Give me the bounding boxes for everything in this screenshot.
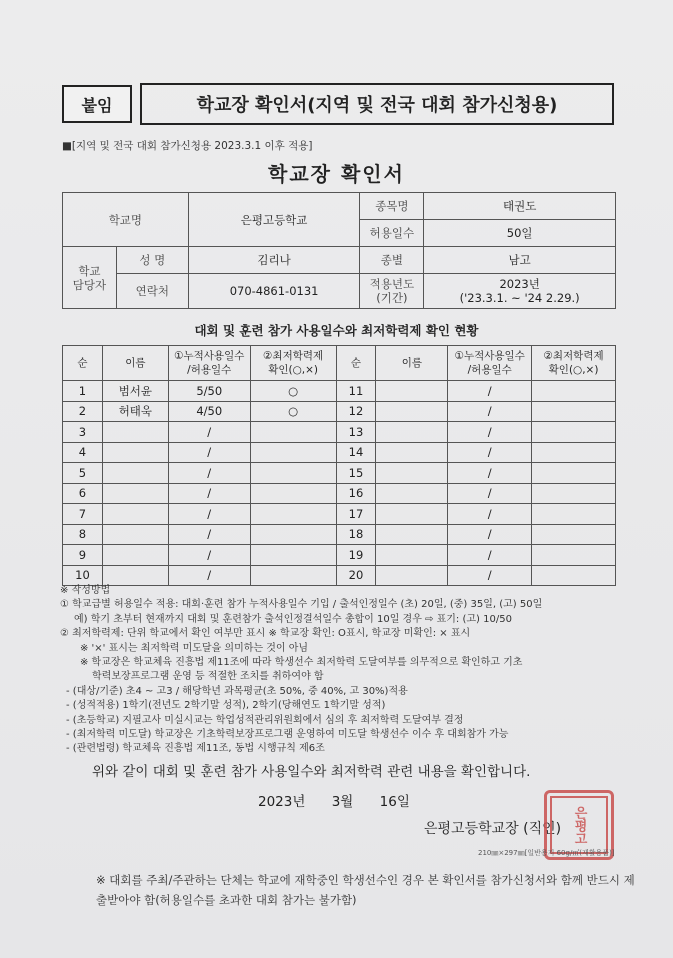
sport-value: 태권도 <box>424 193 616 220</box>
table-cell-n: 4 <box>63 442 103 463</box>
bottom-note: ※ 대회를 주최/주관하는 단체는 학교에 재학중인 학생선수인 경우 본 확인서를 참가신청서와 함께 반드시 제출받아야 함(허용일수를 초과한 대회 참가는 불가함) <box>96 873 635 907</box>
table-cell-name <box>376 565 448 586</box>
principal-signature: 은평고등학교장 (직인) <box>424 821 562 837</box>
status-table <box>62 345 616 586</box>
table-cell-name <box>376 401 448 422</box>
table-cell-chk <box>250 504 336 525</box>
note-line: - (대상/기준) 초4 ~ 고3 / 해당학년 과목평균(초 50%, 중 40%, 고 30%)적용 <box>66 685 408 697</box>
confirmation-text: 위와 같이 대회 및 훈련 참가 사용일수와 최저학력 관련 내용을 확인합니다. <box>92 764 531 780</box>
note-line: - (초등학교) 지필고사 미실시교는 학업성적관리위원회에서 심의 후 최저학력 도달여부 결정 <box>66 714 464 726</box>
note-line: 학력보장프로그램 운영 등 적절한 조치를 취하여야 함 <box>92 671 324 683</box>
table-cell-name <box>376 504 448 525</box>
table-cell-chk <box>532 463 616 484</box>
table-cell-days: / <box>448 381 532 402</box>
table-header-row <box>63 346 616 381</box>
table-row <box>63 381 616 402</box>
gender-value: 남고 <box>424 247 616 274</box>
table-row <box>63 422 616 443</box>
table-row <box>63 565 616 586</box>
table-cell-days: / <box>448 442 532 463</box>
header-cell: ②최저학력제 확인(○,×) <box>250 346 336 381</box>
table-cell-days: / <box>448 504 532 525</box>
table-cell-chk: ○ <box>250 381 336 402</box>
table-body <box>63 381 616 586</box>
school-label: 학교명 <box>63 193 189 247</box>
table-cell-name <box>376 545 448 566</box>
table-row <box>63 483 616 504</box>
table-cell-name <box>376 422 448 443</box>
school-value: 은평고등학교 <box>188 193 360 247</box>
table-cell-days: / <box>168 442 250 463</box>
table-cell-name <box>102 524 168 545</box>
table-cell-n: 18 <box>336 524 376 545</box>
writing-instructions <box>60 584 620 757</box>
info-table <box>62 192 616 309</box>
header-cell: 이름 <box>102 346 168 381</box>
days-label: 허용일수 <box>360 220 424 247</box>
sport-label: 종목명 <box>360 193 424 220</box>
table-cell-chk <box>532 442 616 463</box>
note-line: ② 최저학력제: 단위 학교에서 확인 여부만 표시 ※ 학교장 확인: O표시, 학교장 미확인: × 표시 <box>60 628 471 640</box>
table-cell-name <box>376 463 448 484</box>
table-cell-chk <box>532 381 616 402</box>
table-cell-n: 5 <box>63 463 103 484</box>
table-cell-chk <box>250 422 336 443</box>
note-line: ※ 학교장은 학교체육 진흥법 제11조에 따라 학생선수 최저학력 도달여부를 의무적으로 확인하고 기초 <box>80 657 523 669</box>
table-cell-n: 16 <box>336 483 376 504</box>
table-cell-days: / <box>448 463 532 484</box>
header-cell: ①누적사용일수 /허용일수 <box>168 346 250 381</box>
table-cell-n: 9 <box>63 545 103 566</box>
table-row <box>63 504 616 525</box>
table-cell-n: 17 <box>336 504 376 525</box>
table-cell-n: 13 <box>336 422 376 443</box>
reference-note: ■[지역 및 전국 대회 참가신청용 2023.3.1 이후 적용] <box>62 140 313 152</box>
table-cell-chk <box>250 483 336 504</box>
note-line: - (성적적용) 1학기(전년도 2학기말 성적), 2학기(당해연도 1학기말 성적) <box>66 700 386 712</box>
table-cell-name <box>376 483 448 504</box>
table-cell-chk <box>532 483 616 504</box>
table-cell-name <box>102 422 168 443</box>
table-cell-chk <box>532 524 616 545</box>
table-cell-days: / <box>168 524 250 545</box>
table-cell-n: 19 <box>336 545 376 566</box>
table-cell-days: / <box>448 422 532 443</box>
table-cell-days: / <box>168 422 250 443</box>
table-cell-name <box>102 565 168 586</box>
header-cell: ②최저학력제 확인(○,×) <box>532 346 616 381</box>
table-cell-chk <box>250 463 336 484</box>
table-cell-days: / <box>168 483 250 504</box>
table-cell-n: 8 <box>63 524 103 545</box>
table-row <box>63 463 616 484</box>
note-line: 예) 학기 초부터 현재까지 대회 및 훈련참가 출석인정결석일수 총합이 10일 경우 ⇨ 표기: (고) 10/50 <box>74 613 512 625</box>
note-line: ※ 작성방법 <box>60 585 111 596</box>
date-year: 2023년 <box>258 794 306 810</box>
table-cell-days: / <box>168 463 250 484</box>
table-cell-days: / <box>448 483 532 504</box>
table-cell-n: 1 <box>63 381 103 402</box>
table-cell-chk <box>532 565 616 586</box>
table-cell-chk <box>250 565 336 586</box>
header-cell: 이름 <box>376 346 448 381</box>
table-cell-chk <box>532 401 616 422</box>
table-cell-name <box>102 504 168 525</box>
note-line: - (최저학력 미도달) 학교장은 기초학력보장프로그램 운영하여 미도달 학생선수 이수 후 대회참가 가능 <box>66 729 509 741</box>
table-cell-n: 7 <box>63 504 103 525</box>
attachment-badge: 붙임 <box>62 85 132 123</box>
name-label: 성 명 <box>116 247 188 274</box>
table-cell-days: / <box>168 565 250 586</box>
table-cell-days: / <box>448 524 532 545</box>
table-cell-name: 범서윤 <box>102 381 168 402</box>
phone-value: 070-4861-0131 <box>188 274 360 309</box>
table-cell-name <box>102 442 168 463</box>
header-cell: ①누적사용일수 /허용일수 <box>448 346 532 381</box>
date-day: 16일 <box>379 794 410 810</box>
table-cell-days: / <box>168 504 250 525</box>
table-cell-name <box>102 483 168 504</box>
days-value: 50일 <box>424 220 616 247</box>
table-row <box>63 545 616 566</box>
header-cell: 순 <box>336 346 376 381</box>
table-cell-chk <box>532 422 616 443</box>
header-cell: 순 <box>63 346 103 381</box>
date-month: 3월 <box>331 794 354 810</box>
paper-size-note: 210㎜×297㎜[일반용지 60g/㎡(재활용품)] <box>478 849 615 857</box>
table-row <box>63 401 616 422</box>
table-cell-name <box>376 381 448 402</box>
table-cell-n: 2 <box>63 401 103 422</box>
note-line: - (관련법령) 학교체육 진흥법 제11조, 동법 시행규칙 제6조 <box>66 743 325 755</box>
table-cell-chk: ○ <box>250 401 336 422</box>
table-cell-n: 14 <box>336 442 376 463</box>
table-cell-name <box>376 524 448 545</box>
table-cell-chk <box>532 504 616 525</box>
table-cell-days: 5/50 <box>168 381 250 402</box>
table-cell-days: / <box>448 401 532 422</box>
table-cell-n: 12 <box>336 401 376 422</box>
table-cell-chk <box>250 442 336 463</box>
table-cell-n: 20 <box>336 565 376 586</box>
header-title: 학교장 확인서(지역 및 전국 대회 참가신청용) <box>140 83 614 125</box>
note-line: ① 학교급별 허용일수 적용: 대회·훈련 참가 누적사용일수 기입 / 출석인정일수 (초) 20일, (중) 35일, (고) 50일 <box>60 599 543 611</box>
table-cell-name <box>102 545 168 566</box>
table-cell-n: 6 <box>63 483 103 504</box>
contact-label: 학교 담당자 <box>63 247 117 309</box>
name-value: 김리나 <box>188 247 360 274</box>
seal-inner: 은평고 <box>550 796 608 854</box>
table-row <box>63 442 616 463</box>
table-cell-name: 허태욱 <box>102 401 168 422</box>
section-title: 대회 및 훈련 참가 사용일수와 최저학력제 확인 현황 <box>194 323 479 338</box>
table-cell-n: 15 <box>336 463 376 484</box>
table-cell-chk <box>250 524 336 545</box>
phone-label: 연락처 <box>116 274 188 309</box>
table-cell-chk <box>532 545 616 566</box>
table-cell-days: / <box>168 545 250 566</box>
table-row <box>63 524 616 545</box>
note-line: ※ '×' 표시는 최저학력 미도달을 의미하는 것이 아님 <box>80 642 309 654</box>
table-cell-name <box>102 463 168 484</box>
table-cell-chk <box>250 545 336 566</box>
year-value: 2023년 ('23.3.1. ~ '24 2.29.) <box>424 274 616 309</box>
table-cell-days: / <box>448 565 532 586</box>
table-cell-n: 10 <box>63 565 103 586</box>
table-cell-n: 11 <box>336 381 376 402</box>
document-title: 학교장 확인서 <box>268 162 405 186</box>
gender-label: 종별 <box>360 247 424 274</box>
table-cell-days: 4/50 <box>168 401 250 422</box>
table-cell-days: / <box>448 545 532 566</box>
table-cell-name <box>376 442 448 463</box>
year-label: 적용년도 (기간) <box>360 274 424 309</box>
table-cell-n: 3 <box>63 422 103 443</box>
document-date <box>258 790 410 810</box>
